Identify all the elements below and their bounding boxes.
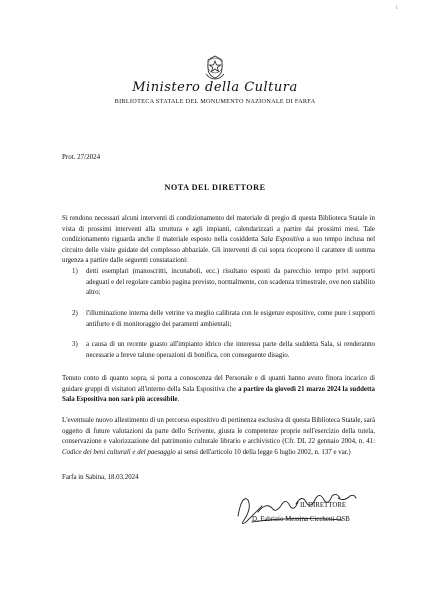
future-paragraph [62, 416, 375, 458]
list-item-text: detti esemplari (manoscritti, incunaboli, ecc.) risultano esposti da parecchio tempo privi supporti adeguati e del regolare cambio pagina previsto, normalmente, con scadenza trimestrale, ove non stabilito altro; [86, 268, 375, 296]
signatory-name: D. Fabrizio Messina Cicchetti OSB [252, 516, 350, 523]
list-item-text: a causa di un recente guasto all'impianto idrico che interessa parte della suddetta Sala, si renderanno necessarie a breve talune operazioni di bonifica, con conseguente disagio. [86, 341, 375, 359]
notice-paragraph [62, 374, 375, 406]
list-item-number: 2) [72, 310, 78, 317]
intro-paragraph [62, 214, 375, 267]
signatory-role: IL DIRETTORE [300, 502, 347, 509]
ministry-title: Ministero della Cultura [132, 80, 298, 95]
notice-bold-text: a partire da giovedì 21 marzo 2024 la suddetta Sala Espositiva non sarà più accessibile [62, 385, 376, 403]
list-item-number: 1) [72, 268, 78, 275]
notice-text-2: . [177, 396, 180, 403]
future-text-2: ai sensi dell'articolo 10 della legge 6 luglio 2002, n. 137 e var.) [175, 448, 351, 456]
code-title-italic: Codice dei beni culturali e del paesaggio [62, 448, 176, 456]
document-title: NOTA DEL DIRETTORE [164, 183, 266, 192]
intro-text-1: Si rendono necessari alcuni interventi di condizionamento del materiale di pregio di questa Biblioteca Statale in vista di prossimi interventi alla struttura e agli impianti, calendarizzati a partire dai prossimi mesi. Tale condizionamento riguarda anche il materiale esposto nella cosiddetta [62, 215, 375, 243]
list-item-text: l'illuminazione interna delle vetrine va meglio calibrata con le esigenze espositive, come pure i supporti antifurto e di monitoraggio dei parametri ambientali; [86, 310, 375, 328]
library-name: BIBLIOTECA STATALE DEL MONUMENTO NAZIONALE DI FARFA [114, 98, 316, 105]
page-number: 1 [395, 6, 398, 11]
future-text-1: L'eventuale nuovo allestimento di un percorso espositivo di pertinenza esclusiva di questa Biblioteca Statale, sarà oggetto di future valutazioni da parte dello Scrivente, giusta le competenze proprie nell'esercizio della tutela, conservazione e valorizzazione del patrimonio culturale librario e archivistico (Cfr. DL 22 gennaio 2004, n. 41: [62, 417, 375, 445]
notice-text-1: Tenuto conto di quanto sopra, si porta a conoscenza del Personale e di quanti hanno avuto finora incarico di guidare gruppi di visitatori all'interno della Sala Espositiva che [62, 375, 375, 393]
list-item-number: 3) [72, 341, 78, 348]
intro-text-2: a suo tempo inclusa nel circuito delle visite guidate del complesso abbaziale. Gli interventi di cui sopra ricoprono il carattere di somma urgenza a partire dalle seguenti constatazioni: [62, 236, 376, 264]
place-date: Farfa in Sabina, 18.03.2024 [62, 474, 139, 481]
italian-republic-emblem-icon [204, 54, 226, 80]
protocol-number: Prot. 27/2024 [62, 153, 101, 161]
intro-sala-italic: Sala Espositiva [260, 236, 305, 243]
